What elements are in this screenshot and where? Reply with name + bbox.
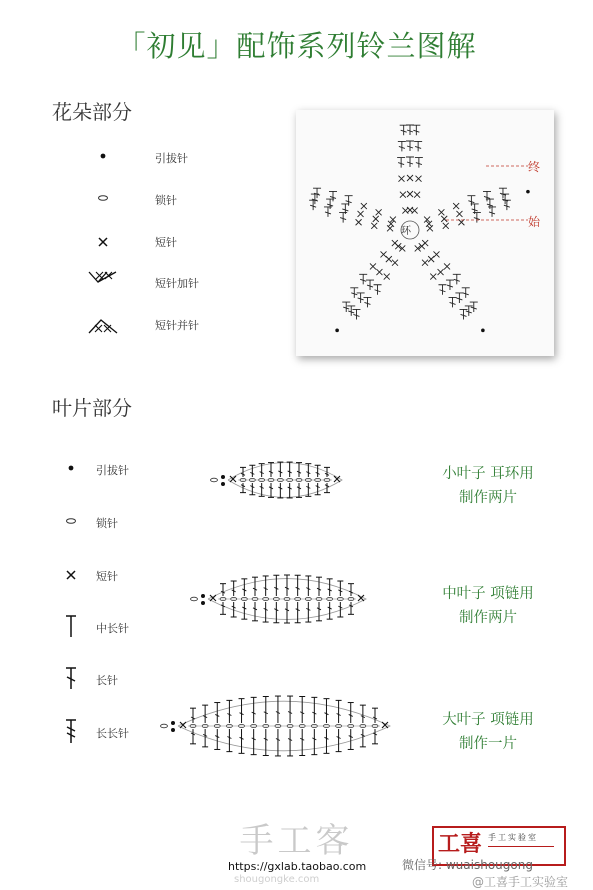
single-crochet-end bbox=[210, 595, 216, 601]
single-crochet-mark bbox=[441, 216, 447, 222]
double-crochet-mark bbox=[446, 280, 454, 290]
faint-url: shougongke.com bbox=[234, 874, 320, 885]
double-crochet-mark bbox=[363, 297, 371, 307]
watermark: 手工客 bbox=[239, 821, 354, 861]
single-crochet-mark bbox=[414, 192, 420, 198]
leaf-section-title: 叶片部分 bbox=[52, 396, 132, 420]
treble-icon bbox=[58, 718, 84, 744]
double-crochet-mark bbox=[359, 274, 367, 284]
double-crochet-mark bbox=[503, 200, 511, 210]
double-crochet-mark bbox=[397, 158, 405, 168]
double-crochet-mark bbox=[313, 188, 321, 198]
single-crochet-mark bbox=[438, 269, 444, 275]
legend-label: 中长针 bbox=[96, 622, 129, 635]
flower-stitch-diagram bbox=[296, 110, 554, 356]
single-crochet-mark bbox=[373, 216, 379, 222]
legend-label: 锁针 bbox=[96, 517, 118, 530]
double-crochet-mark bbox=[449, 297, 457, 307]
double-crochet-mark bbox=[488, 207, 496, 217]
single-crochet-mark bbox=[371, 223, 377, 229]
double-crochet-mark bbox=[398, 141, 406, 151]
half-double-icon bbox=[58, 613, 84, 639]
petal-tip-slip-stitch bbox=[335, 329, 339, 333]
single-crochet-mark bbox=[381, 251, 387, 257]
single-crochet-mark bbox=[443, 223, 449, 229]
single-crochet-mark bbox=[370, 263, 376, 269]
petal-tip-slip-stitch bbox=[526, 190, 530, 194]
large-leaf-note bbox=[418, 708, 558, 756]
double-crochet-mark bbox=[455, 293, 463, 303]
single-crochet-mark bbox=[392, 240, 398, 246]
double-crochet-mark bbox=[415, 158, 423, 168]
double-crochet-mark bbox=[406, 141, 414, 151]
small-leaf-note-line2: 制作两片 bbox=[459, 490, 517, 506]
single-crochet-mark bbox=[438, 209, 444, 215]
start-label: 始 bbox=[528, 215, 541, 229]
single-crochet-mark bbox=[428, 256, 434, 262]
legend-label: 短针 bbox=[155, 236, 177, 249]
double-crochet-mark bbox=[352, 309, 360, 319]
legend-label: 引拔针 bbox=[155, 152, 188, 165]
slip-stitch bbox=[201, 594, 205, 598]
chain-stitch bbox=[161, 724, 168, 728]
double-crochet-mark bbox=[400, 125, 408, 135]
dot-icon bbox=[58, 455, 84, 481]
double-crochet-mark bbox=[342, 302, 350, 312]
double-crochet-mark bbox=[501, 194, 509, 204]
petal-tip-slip-stitch bbox=[481, 329, 485, 333]
single-crochet-mark bbox=[453, 203, 459, 209]
double-crochet-mark bbox=[374, 285, 382, 295]
weibo-handle: @工喜手工实验室 bbox=[472, 875, 569, 889]
single-crochet-mark bbox=[376, 209, 382, 215]
brand-divider bbox=[488, 846, 554, 847]
slip-stitch bbox=[171, 728, 175, 732]
large-leaf-note-line1: 大叶子 项链用 bbox=[442, 712, 534, 728]
single-crochet-mark bbox=[361, 203, 367, 209]
single-crochet-mark bbox=[422, 260, 428, 266]
dot-icon bbox=[90, 143, 116, 169]
single-crochet-mark bbox=[456, 211, 462, 217]
flower-crochet-chart bbox=[296, 110, 554, 356]
double-crochet-mark bbox=[414, 141, 422, 151]
single-crochet-end bbox=[358, 595, 364, 601]
legend-label: 引拔针 bbox=[96, 464, 129, 477]
flower-section-title: 花朵部分 bbox=[52, 100, 132, 124]
medium-leaf-note-line1: 中叶子 项链用 bbox=[442, 586, 534, 602]
double-crochet-mark bbox=[453, 274, 461, 284]
double-crochet-mark bbox=[357, 293, 365, 303]
single-crochet-mark bbox=[358, 211, 364, 217]
medium-leaf-diagram bbox=[180, 566, 394, 632]
double-crochet-mark bbox=[412, 125, 420, 135]
oval-icon bbox=[90, 185, 116, 211]
legend-label: 长长针 bbox=[96, 727, 129, 740]
legend-label: 短针加针 bbox=[155, 277, 199, 290]
double-crochet-mark bbox=[470, 302, 478, 312]
x-icon bbox=[90, 229, 116, 255]
legend-label: 短针 bbox=[96, 570, 118, 583]
slip-stitch bbox=[221, 482, 225, 486]
double-crochet-mark bbox=[339, 213, 347, 223]
x-icon bbox=[58, 562, 84, 588]
double-crochet-mark bbox=[406, 157, 414, 167]
single-crochet-mark bbox=[407, 191, 413, 197]
medium-leaf-note-line2: 制作两片 bbox=[459, 610, 517, 626]
double-crochet-mark bbox=[311, 194, 319, 204]
legend-label: 短针并针 bbox=[155, 319, 199, 332]
double-crochet-mark bbox=[473, 213, 481, 223]
single-crochet-mark bbox=[416, 176, 422, 182]
wechat-id: 微信号: wuaishougong bbox=[402, 858, 533, 872]
chain-stitch bbox=[211, 478, 218, 482]
single-crochet-mark bbox=[430, 274, 436, 280]
double-crochet-mark bbox=[324, 207, 332, 217]
double-crochet-mark bbox=[406, 125, 414, 135]
shop-url[interactable]: https://gxlab.taobao.com bbox=[228, 860, 367, 873]
single-crochet-mark bbox=[356, 219, 362, 225]
small-leaf-note-line1: 小叶子 耳环用 bbox=[442, 466, 534, 482]
increase-icon bbox=[86, 266, 120, 292]
large-leaf-diagram bbox=[150, 686, 418, 766]
ring-label: 环 bbox=[401, 226, 411, 237]
double-crochet-mark bbox=[366, 280, 374, 290]
double-crochet-mark bbox=[438, 285, 446, 295]
double-crochet-mark bbox=[309, 200, 317, 210]
double-crochet-mark bbox=[499, 188, 507, 198]
end-label: 终 bbox=[528, 160, 541, 174]
single-crochet-mark bbox=[392, 260, 398, 266]
legend-label: 长针 bbox=[96, 674, 118, 687]
slip-stitch bbox=[221, 475, 225, 479]
double-icon bbox=[58, 665, 84, 691]
medium-leaf-note bbox=[418, 582, 558, 630]
single-crochet-mark bbox=[444, 263, 450, 269]
large-leaf-note-line2: 制作一片 bbox=[459, 736, 517, 752]
single-crochet-mark bbox=[427, 225, 433, 231]
brand-name: 手工实验室 bbox=[488, 833, 538, 842]
small-leaf-note bbox=[418, 462, 558, 510]
page-title: 「初见」配饰系列铃兰图解 bbox=[116, 29, 477, 63]
small-leaf-diagram bbox=[200, 452, 370, 508]
slip-stitch bbox=[171, 721, 175, 725]
decrease-icon bbox=[86, 311, 120, 337]
single-crochet-mark bbox=[384, 274, 390, 280]
brand-logo: 工喜 bbox=[438, 832, 483, 857]
single-crochet-mark bbox=[376, 269, 382, 275]
oval-icon bbox=[58, 508, 84, 534]
legend-label: 锁针 bbox=[155, 194, 177, 207]
single-crochet-mark bbox=[407, 175, 413, 181]
chain-stitch bbox=[191, 597, 198, 601]
single-crochet-mark bbox=[412, 208, 418, 214]
single-crochet-mark bbox=[398, 176, 404, 182]
single-crochet-mark bbox=[400, 192, 406, 198]
slip-stitch bbox=[201, 601, 205, 605]
